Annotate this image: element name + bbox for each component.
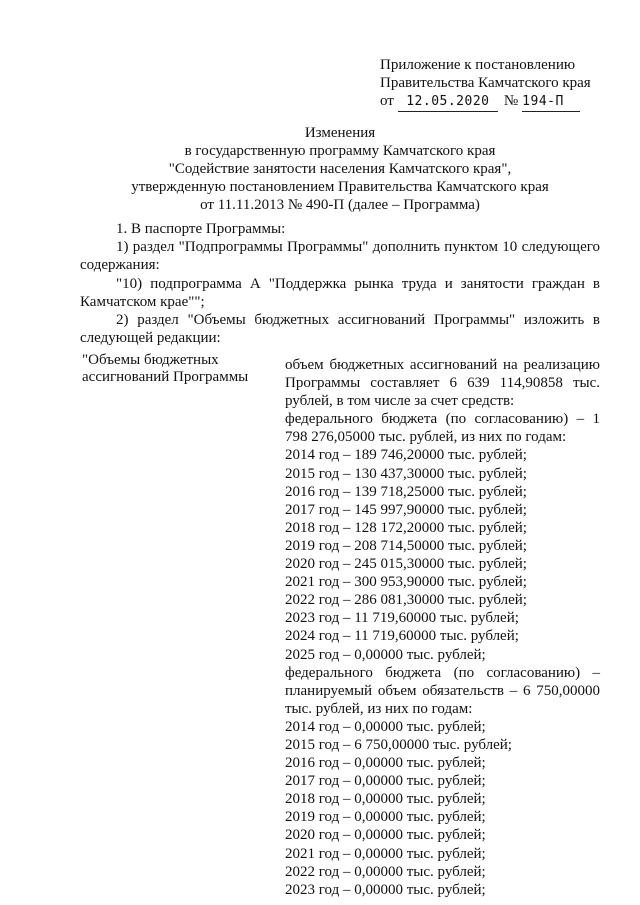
paragraph-4: 2) раздел "Объемы бюджетных ассигнований Программы" изложить в следующей редакции: xyxy=(80,312,600,347)
table-left-label: "Объемы бюджетных ассигнований Программы xyxy=(82,352,249,385)
title-line-1: Изменения xyxy=(304,125,376,141)
paragraph-2: 1) раздел "Подпрограммы Программы" дополнить пунктом 10 следующего содержания: xyxy=(80,239,600,274)
list-item: 2022 год – 286 081,30000 тыс. рублей; xyxy=(285,592,527,609)
title-line-2: в государственную программу Камчатского края xyxy=(184,143,496,159)
appendix-header xyxy=(380,56,591,112)
list-item: 2020 год – 0,00000 тыс. рублей; xyxy=(285,827,486,844)
list-item: 2017 год – 0,00000 тыс. рублей; xyxy=(285,773,486,790)
list-item: 2023 год – 11 719,60000 тыс. рублей; xyxy=(285,610,519,627)
list-item: 2014 год – 189 746,20000 тыс. рублей; xyxy=(285,447,527,464)
appendix-line-1: Приложение к постановлению xyxy=(380,57,576,73)
resolution-number: 194-П xyxy=(522,93,580,112)
list-item: 2018 год – 0,00000 тыс. рублей; xyxy=(285,791,486,808)
obligations-heading: федерального бюджета (по согласованию) – планируемый объем обязательств – 6 750,00000 тыс. рублей, из них по годам: xyxy=(285,664,600,717)
budget-intro: объем бюджетных ассигнований на реализацию Программы составляет 6 639 114,90858 тыс. рублей, в том числе за счет средств: xyxy=(285,357,600,410)
appendix-line-2: Правительства Камчатского края xyxy=(380,75,591,91)
list-item: 2017 год – 145 997,90000 тыс. рублей; xyxy=(285,501,527,518)
title-line-5: от 11.11.2013 № 490-П (далее – Программа) xyxy=(200,197,480,213)
list-item: 2019 год – 0,00000 тыс. рублей; xyxy=(285,809,486,826)
list-item: 2021 год – 300 953,90000 тыс. рублей; xyxy=(285,574,527,591)
list-item: 2022 год – 0,00000 тыс. рублей; xyxy=(285,863,486,880)
list-item: 2016 год – 0,00000 тыс. рублей; xyxy=(285,755,486,772)
list-item: 2025 год – 0,00000 тыс. рублей; xyxy=(285,646,486,663)
appendix-date-line xyxy=(380,92,591,112)
list-item: 2016 год – 139 718,25000 тыс. рублей; xyxy=(285,483,527,500)
paragraph-1: 1. В паспорте Программы: xyxy=(116,221,286,237)
title-line-4: утвержденную постановлением Правительства Камчатского края xyxy=(131,179,549,195)
list-item: 2021 год – 0,00000 тыс. рублей; xyxy=(285,845,486,862)
list-item: 2014 год – 0,00000 тыс. рублей; xyxy=(285,718,486,735)
federal-budget-heading: федерального бюджета (по согласованию) – 1 798 276,05000 тыс. рублей, из них по годам: xyxy=(285,411,600,446)
title-line-3: "Содействие занятости населения Камчатского края", xyxy=(168,161,512,177)
list-item: 2015 год – 6 750,00000 тыс. рублей; xyxy=(285,736,512,753)
list-item: 2018 год – 128 172,20000 тыс. рублей; xyxy=(285,519,527,536)
federal-years-list xyxy=(285,446,600,663)
list-item: 2023 год – 0,00000 тыс. рублей; xyxy=(285,881,486,898)
body-text xyxy=(80,220,600,347)
document-title xyxy=(80,124,600,214)
list-item: 2020 год – 245 015,30000 тыс. рублей; xyxy=(285,556,527,573)
resolution-date: 12.05.2020 xyxy=(398,93,498,112)
list-item: 2015 год – 130 437,30000 тыс. рублей; xyxy=(285,465,527,482)
list-item: 2024 год – 11 719,60000 тыс. рублей; xyxy=(285,628,519,645)
paragraph-3: "10) подпрограмма А "Поддержка рынка труда и занятости граждан в Камчатском крае""; xyxy=(80,275,600,310)
date-prefix: от xyxy=(380,93,394,109)
number-prefix: № xyxy=(503,93,519,109)
table-right-column xyxy=(285,356,600,899)
obligation-years-list xyxy=(285,718,600,899)
list-item: 2019 год – 208 714,50000 тыс. рублей; xyxy=(285,537,527,554)
